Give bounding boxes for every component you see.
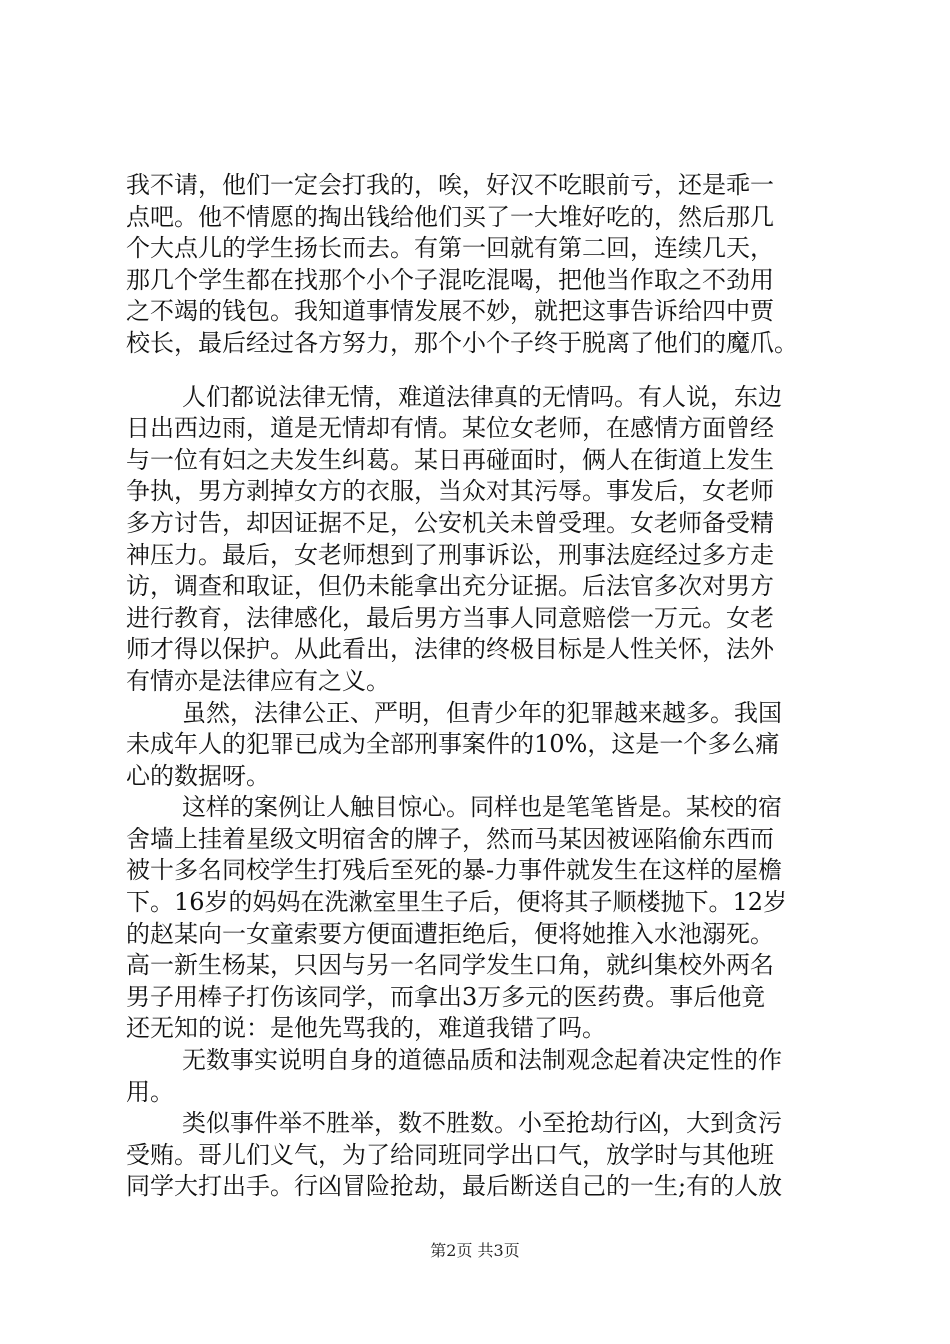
text-line: 我不请，他们一定会打我的，唉，好汉不吃眼前亏，还是乖一 bbox=[126, 171, 774, 199]
text-line: 与一位有妇之夫发生纠葛。某日再碰面时，俩人在街道上发生 bbox=[126, 445, 774, 474]
page-footer: 第2页 共3页 bbox=[430, 1241, 520, 1260]
text-line: 人们都说法律无情，难道法律真的无情吗。有人说，东边 bbox=[182, 382, 782, 411]
text-line: 受贿。哥儿们义气，为了给同班同学出口气，放学时与其他班 bbox=[126, 1140, 774, 1169]
text-line: 那几个学生都在找那个小个子混吃混喝，把他当作取之不劲用 bbox=[126, 265, 774, 294]
text-line: 进行教育，法律感化，最后男方当事人同意赔偿一万元。女老 bbox=[126, 603, 774, 632]
text-line: 用。 bbox=[126, 1077, 174, 1106]
text-line: 个大点儿的学生扬长而去。有第一回就有第二回，连续几天， bbox=[126, 234, 774, 263]
text-line: 高一新生杨某，只因与另一名同学发生口角，就纠集校外两名 bbox=[126, 951, 774, 980]
text-line: 被十多名同校学生打残后至死的暴-力事件就发生在这样的屋檐 bbox=[126, 856, 783, 885]
text-line: 点吧。他不情愿的掏出钱给他们买了一大堆好吃的，然后那几 bbox=[126, 202, 774, 231]
text-line: 师才得以保护。从此看出，法律的终极目标是人性关怀，法外 bbox=[126, 635, 774, 664]
text-line: 多方讨告，却因证据不足，公安机关未曾受理。女老师备受精 bbox=[126, 508, 774, 537]
text-line: 无数事实说明自身的道德品质和法制观念起着决定性的作 bbox=[182, 1046, 782, 1075]
text-line: 虽然，法律公正、严明，但青少年的犯罪越来越多。我国 bbox=[182, 698, 782, 727]
text-line: 未成年人的犯罪已成为全部刑事案件的10%，这是一个多么痛 bbox=[126, 730, 780, 759]
text-line: 舍墙上挂着星级文明宿舍的牌子，然而马某因被诬陷偷东西而 bbox=[126, 824, 774, 853]
text-line: 还无知的说：是他先骂我的，难道我错了吗。 bbox=[126, 1014, 606, 1043]
text-line: 心的数据呀。 bbox=[126, 761, 270, 790]
text-line: 下。16岁的妈妈在洗漱室里生子后，便将其子顺楼抛下。12岁 bbox=[126, 888, 788, 917]
text-line: 访，调查和取证，但仍未能拿出充分证据。后法官多次对男方 bbox=[126, 572, 774, 601]
text-line: 神压力。最后，女老师想到了刑事诉讼，刑事法庭经过多方走 bbox=[126, 540, 774, 569]
paragraph-gap bbox=[126, 360, 846, 382]
text-line: 有情亦是法律应有之义。 bbox=[126, 666, 390, 695]
body-text bbox=[126, 170, 846, 1203]
text-line: 的赵某向一女童索要方便面遭拒绝后，便将她推入水池溺死。 bbox=[126, 919, 774, 948]
text-line: 校长，最后经过各方努力，那个小个子终于脱离了他们的魔爪。 bbox=[126, 328, 798, 357]
text-line: 男子用棒子打伤该同学，而拿出3万多元的医药费。事后他竟 bbox=[126, 982, 766, 1011]
text-line: 类似事件举不胜举，数不胜数。小至抢劫行凶，大到贪污 bbox=[182, 1109, 782, 1138]
text-line: 之不竭的钱包。我知道事情发展不妙，就把这事告诉给四中贾 bbox=[126, 297, 774, 326]
text-line: 这样的案例让人触目惊心。同样也是笔笔皆是。某校的宿 bbox=[182, 793, 782, 822]
text-line: 同学大打出手。行凶冒险抢劫，最后断送自己的一生;有的人放 bbox=[126, 1172, 783, 1201]
text-line: 争执，男方剥掉女方的衣服，当众对其污辱。事发后，女老师 bbox=[126, 477, 774, 506]
text-line: 日出西边雨，道是无情却有情。某位女老师，在感情方面曾经 bbox=[126, 414, 774, 443]
